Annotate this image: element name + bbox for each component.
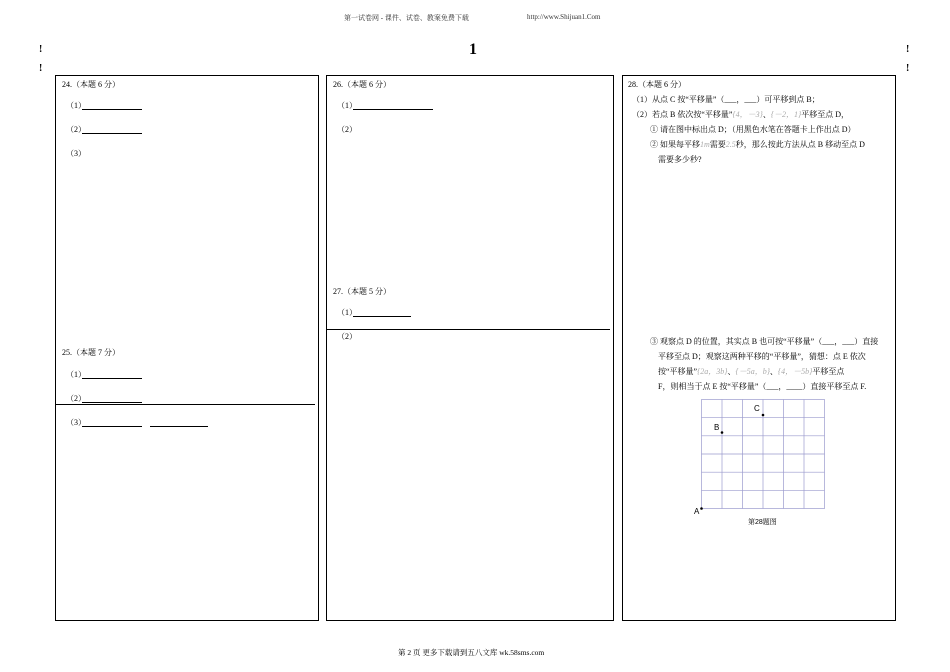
q28-line-1: （1）从点 C 按“平移量”（___，___）可平移到点 B； bbox=[632, 95, 820, 104]
q24-answer-1-line[interactable] bbox=[82, 109, 142, 110]
point-b bbox=[721, 431, 724, 434]
q24-part-1: （1） bbox=[66, 101, 86, 110]
q24-answer-2-line[interactable] bbox=[82, 133, 142, 134]
answer-panel-middle bbox=[326, 75, 614, 621]
q25-title: 25.（本题 7 分） bbox=[62, 348, 120, 357]
q25-answer-3a-line[interactable] bbox=[82, 426, 142, 427]
label-b: B bbox=[714, 423, 720, 432]
q28-line-7: 平移至点 D；观察这两种平移的“平移量”，猜想：点 E 依次 bbox=[658, 352, 866, 361]
q28-line-9: F，则相当于点 E 按“平移量”（___，____）直接平移至点 F. bbox=[658, 382, 867, 391]
q28-line-2: （2）若点 B 依次按“平移量”{4，－3}、{－2，1}平移至点 D， bbox=[632, 110, 850, 119]
q26-part-1: （1） bbox=[337, 101, 357, 110]
margin-mark: ! bbox=[906, 63, 910, 74]
page-footer: 第 2 页 更多下载请到五八文库 wk.58sms.com bbox=[398, 648, 545, 657]
label-c: C bbox=[754, 404, 760, 413]
q28-line-5: 需要多少秒? bbox=[658, 155, 702, 164]
q28-line-6: ③ 观察点 D 的位置，其实点 B 也可按“平移量”（___，___）直接 bbox=[650, 337, 879, 346]
q28-title: 28.（本题 6 分） bbox=[628, 80, 686, 89]
q28-line-8: 按“平移量”{2a，3b}、{－5a，b}、{4，－5b}平移至点 bbox=[658, 367, 845, 376]
page-number: 1 bbox=[469, 41, 477, 58]
q26-part-2: （2） bbox=[337, 125, 357, 134]
section-divider bbox=[56, 404, 315, 405]
q26-answer-1-line[interactable] bbox=[353, 109, 433, 110]
q25-part-1: （1） bbox=[66, 370, 86, 379]
header-site-name: 第一试卷网 - 课件、试卷、教案免费下载 bbox=[344, 14, 469, 22]
q28-line-4: ② 如果每平移1m需要2.5秒，那么按此方法从点 B 移动至点 D bbox=[650, 140, 865, 149]
margin-mark: ! bbox=[906, 44, 910, 55]
q25-part-3: （3） bbox=[66, 418, 86, 427]
section-divider bbox=[327, 329, 610, 330]
label-a: A bbox=[694, 507, 700, 516]
q25-answer-3b-line[interactable] bbox=[150, 426, 208, 427]
q24-part-3: （3） bbox=[66, 149, 86, 158]
q24-title: 24.（本题 6 分） bbox=[62, 80, 120, 89]
header-url[interactable]: http://www.Shijuan1.Com bbox=[527, 13, 601, 21]
point-a bbox=[700, 507, 703, 510]
margin-mark: ! bbox=[39, 44, 43, 55]
q27-part-2: （2） bbox=[337, 332, 357, 341]
q25-part-2: （2） bbox=[66, 394, 86, 403]
q28-line-3: ① 请在图中标出点 D；（用黑色水笔在答题卡上作出点 D） bbox=[650, 125, 856, 134]
q27-answer-1-line[interactable] bbox=[353, 316, 411, 317]
q27-part-1: （1） bbox=[337, 308, 357, 317]
q24-part-2: （2） bbox=[66, 125, 86, 134]
q27-title: 27.（本题 5 分） bbox=[333, 287, 391, 296]
point-c bbox=[762, 414, 765, 417]
q28-grid-figure bbox=[695, 398, 830, 516]
q28-figure-caption: 第28题图 bbox=[748, 519, 777, 526]
q26-title: 26.（本题 6 分） bbox=[333, 80, 391, 89]
margin-mark: ! bbox=[39, 63, 43, 74]
q25-answer-1-line[interactable] bbox=[82, 378, 142, 379]
q25-answer-2-line[interactable] bbox=[82, 402, 142, 403]
